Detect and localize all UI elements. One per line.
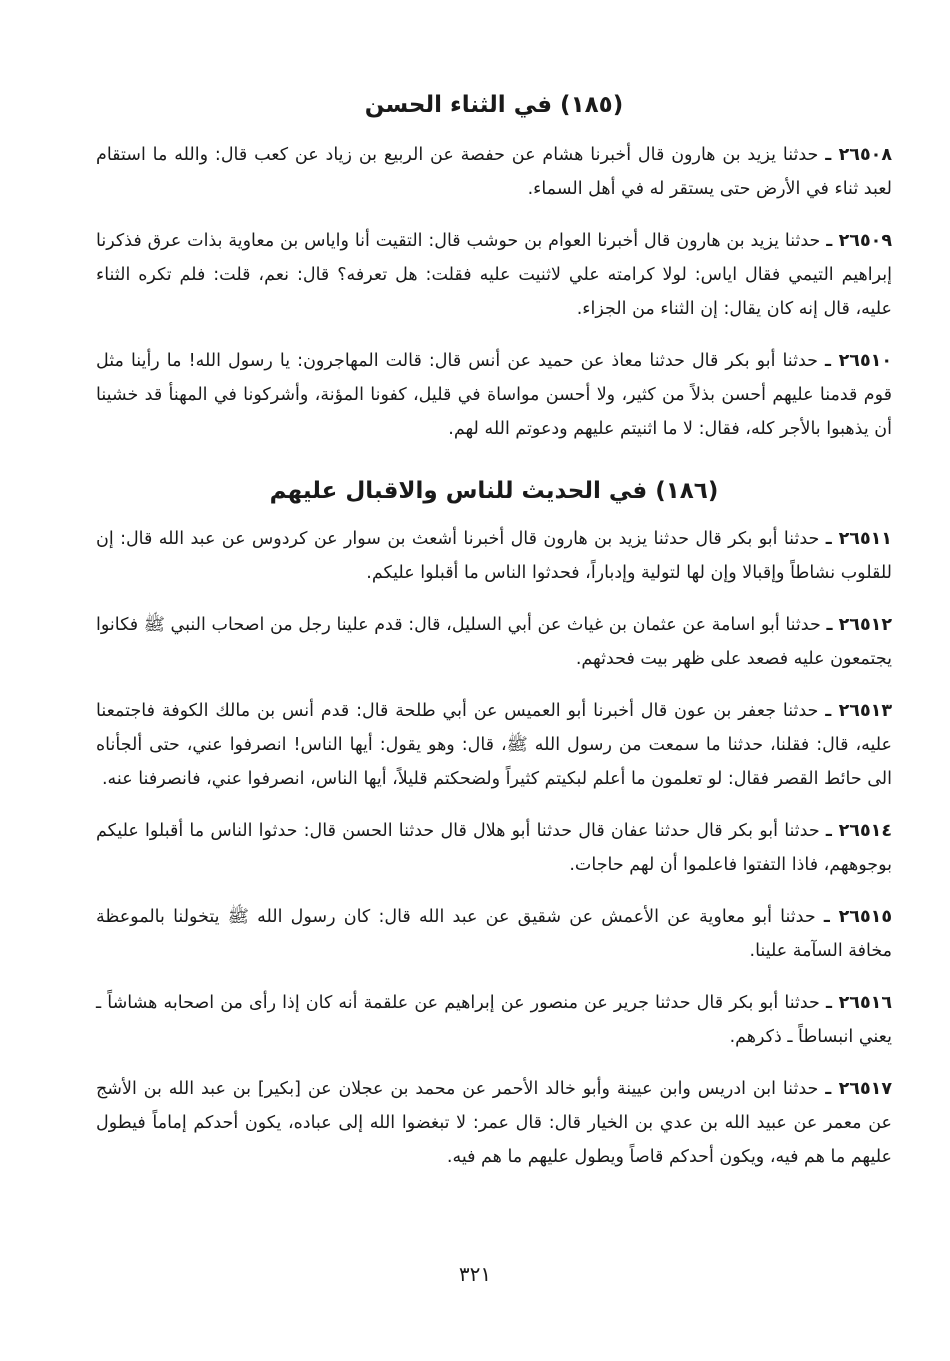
chapter-title: (١٨٥) في الثناء الحسن (364, 92, 624, 118)
hadith-paragraph (96, 900, 892, 968)
hadith-number: ٢٦٥٠٩ ـ (826, 231, 892, 251)
hadith-paragraph (96, 986, 892, 1054)
hadith-paragraph (96, 522, 892, 590)
hadith-paragraph (96, 694, 892, 796)
hadith-paragraph (96, 814, 892, 882)
hadith-paragraph (96, 1072, 892, 1174)
hadith-text: حدثنا أبو بكر قال حدثنا معاذ عن حميد عن أنس قال: قالت المهاجرون: يا رسول الله! ما رأينا مثل قوم قدمنا عليهم أحسن بذلاً من كثير، ولا أحسن مواساة في قليل، كفونا المؤنة، وأشركونا في المهنأ قد خشينا أن يذهبوا بالأجر كله، فقال: لا ما اثنيتم عليهم ودعوتم الله لهم. (96, 351, 892, 439)
hadith-number: ٢٦٥١٥ ـ (823, 907, 893, 927)
hadith-text: حدثنا جعفر بن عون قال أخبرنا أبو العميس عن أبي طلحة قال: قدم أنس بن مالك الكوفة فاجتمعنا عليه، قال: فقلنا، حدثنا ما سمعت من رسول الله ﷺ، قال: وهو يقول: أيها الناس! انصرفوا عني، حتى ألجأناه الى حائط القصر فقال: لو تعلمون ما أعلم لبكيتم كثيراً ولضحكتم قليلاً، أيها الناس، انصرفوا عني، فانصرفنا عنه. (96, 701, 892, 789)
hadith-text: حدثنا يزيد بن هارون قال أخبرنا هشام عن حفصة عن الربيع بن زياد عن كعب قال: والله ما استقام لعبد ثناء في الأرض حتى يستقر له في أهل السماء. (96, 145, 892, 199)
hadith-number: ٢٦٥١٦ ـ (825, 993, 892, 1013)
hadith-paragraph (96, 344, 892, 446)
hadith-number: ٢٦٥١٣ ـ (825, 701, 893, 721)
hadith-number: ٢٦٥٠٨ ـ (825, 145, 892, 165)
page-body (96, 88, 892, 1174)
hadith-text: حدثنا أبو بكر قال حدثنا عفان قال حدثنا أبو هلال قال حدثنا الحسن قال: حدثوا الناس ما أقبلوا عليكم بوجوههم، فاذا التفتوا فاعلموا أن لهم حاجات. (96, 821, 892, 875)
hadith-number: ٢٦٥١٧ ـ (825, 1079, 892, 1099)
hadith-text: حدثنا أبو معاوية عن الأعمش عن شقيق عن عبد الله قال: كان رسول الله ﷺ يتخولنا بالموعظة مخافة السآمة علينا. (96, 907, 892, 961)
hadith-text: حدثنا يزيد بن هارون قال أخبرنا العوام بن حوشب قال: التقيت أنا واياس بن معاوية بذات عرق فذكرنا إبراهيم التيمي فقال اياس: لولا كرامته علي لاثنيت عليه فقلت: هل تعرفه؟ قال: نعم، قلت: فلم تكره الثناء عليه، قال إنه كان يقال: إن الثناء من الجزاء. (96, 231, 892, 319)
hadith-number: ٢٦٥١٢ ـ (826, 615, 892, 635)
hadith-number: ٢٦٥١١ ـ (825, 529, 892, 549)
hadith-number: ٢٦٥١٠ ـ (825, 351, 893, 371)
hadith-text: حدثنا أبو بكر قال حدثنا يزيد بن هارون قال أخبرنا أشعث بن سوار عن كردوس عن عبد الله قال: إن للقلوب نشاطاً وإقبالا وإن لها لتولية وإدباراً، فحدثوا الناس ما أقبلوا عليكم. (96, 529, 892, 583)
hadith-number: ٢٦٥١٤ ـ (825, 821, 892, 841)
page-number: ٣٢١ (458, 1262, 492, 1286)
hadith-text: حدثنا أبو بكر قال حدثنا جرير عن منصور عن إبراهيم عن علقمة أنه كان إذا رأى من اصحابه هشاشاً ـ يعني انبساطاً ـ ذكرهم. (96, 993, 892, 1047)
hadith-text: حدثنا ابن ادريس وابن عيينة وأبو خالد الأحمر عن محمد بن عجلان عن [بكير] بن عبد الله بن الأشج عن معمر عن عبيد الله بن عدي بن الخيار قال: قال عمر: لا تبغضوا الله إلى عباده، يكون أحدكم إماماً فيطول عليهم ما هم فيه، ويكون أحدكم قاصاً ويطول عليهم ما هم فيه. (96, 1079, 892, 1167)
hadith-paragraph (96, 224, 892, 326)
hadith-text: حدثنا أبو اسامة عن عثمان بن غياث عن أبي السليل، قال: قدم علينا رجل من اصحاب النبي ﷺ فكانوا يجتمعون عليه فصعد على ظهر بيت فحدثهم. (96, 615, 892, 669)
hadith-paragraph (96, 608, 892, 676)
hadith-paragraph (96, 138, 892, 206)
chapter-title: (١٨٦) في الحديث للناس والاقبال عليهم (269, 478, 719, 504)
